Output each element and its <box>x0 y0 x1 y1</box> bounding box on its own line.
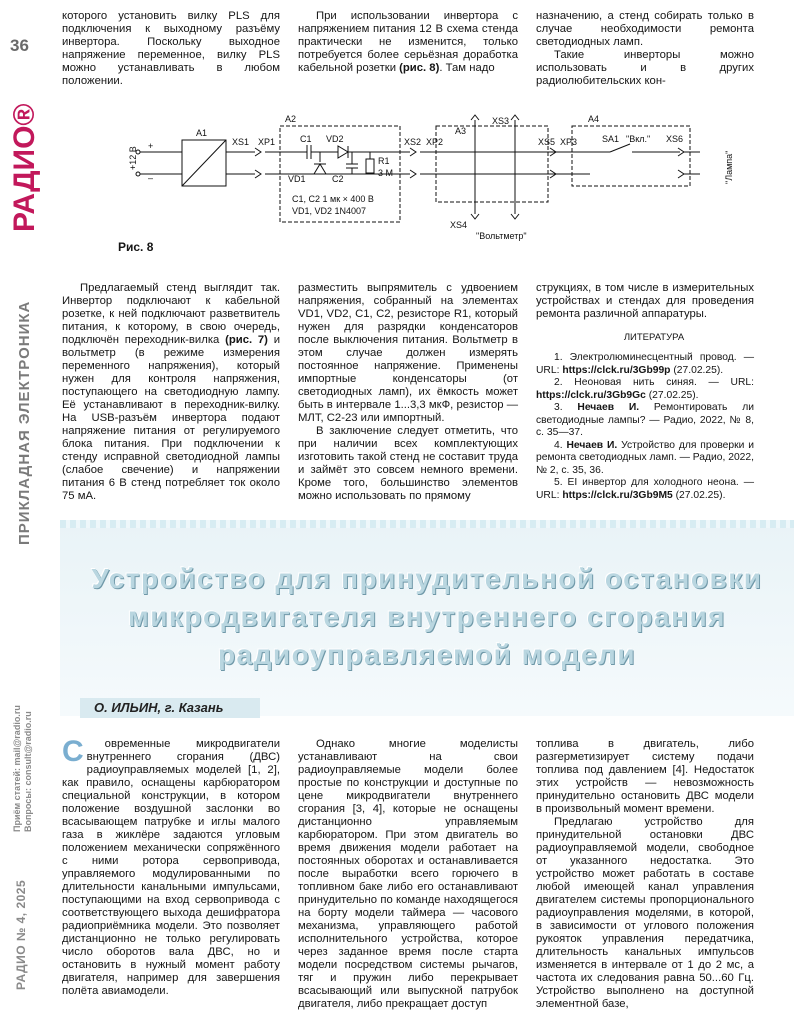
paragraph <box>62 282 280 503</box>
text: и вольтметр (в режиме измерения переменного напряжения), который нужен для контроля напряжения, поступающего на светодиодную лампу. Её устанавливают в переходник-вилку. На USB-разъём инвертора подают напряжение питания от регулируемого блока питания. При подключении к стенду исправной светодиодной лампы (слабое свечение) и напряжении питания 6 В стенд потребляет ток около 75 мА. <box>62 334 281 502</box>
paragraph <box>298 10 518 75</box>
contacts-questions: Вопросы: consult@radio.ru <box>23 711 33 832</box>
text: Предлагаемый стенд выглядит так. Инвертор подключают к кабельной розетке, к ней подключают разветвитель питания, к которому, в свою очередь, подключён переходник-вилка <box>62 282 280 346</box>
label-vd2: VD2 <box>326 134 344 144</box>
text: При использовании инвертора с напряжением питания 12 В схема стенда практически не изменится, только потребуется более серьёзная доработка кабельной розетки <box>298 10 518 74</box>
contacts <box>12 705 34 832</box>
paragraph <box>62 735 280 998</box>
ref-text: Устройство для проверки и ремонта светодиодных ламп. — Радио, 2022, № 2, с. 35, 36. <box>536 439 754 476</box>
contacts-articles: Приём статей: mail@radio.ru <box>12 705 22 832</box>
mid-column-3 <box>536 282 754 502</box>
label-xs4: XS4 <box>450 220 468 230</box>
ref-bold: Нечаев И. <box>566 439 618 451</box>
page-number: 36 <box>10 36 29 55</box>
ref-text: 3. <box>554 402 578 413</box>
label-xs3: XS3 <box>492 116 510 126</box>
label-a2: A2 <box>285 114 297 124</box>
label-diode-note: VD1, VD2 1N4007 <box>292 206 367 216</box>
mid-column-1 <box>62 282 280 503</box>
section-label: ПРИКЛАДНАЯ ЭЛЕКТРОНИКА <box>16 300 33 545</box>
label-r1: R1 <box>378 156 390 166</box>
mid-column-2 <box>298 282 518 503</box>
label-xp2: XP2 <box>426 137 444 147</box>
reference-item <box>536 352 754 377</box>
paragraph: назначению, а стенд собирать только в случае необходимости ремонта светодиодных ламп. <box>536 10 754 48</box>
label-xs1: XS1 <box>232 137 250 147</box>
paragraph: Однако многие моделисты устанавливают на свои радиоуправляемые модели более простые по конструкции и доступные по цене микродвигатели внутреннего сгорания [3, 4], которые не оснащены дистанционно управляемым карбюратором. При этом двигатель во время движения модели работает на постоянных оборотах и останавливается после выработки всего горючего в топливном баке либо его останавливают принудительно по команде находящегося на борту модели таймера — часового механизма, управляющего работой исполнительного устройства, которое через заданное время после старта модели посредством системы рычагов, тяг и пружин либо перекрывает всасывающий или выпускной патрубок двигателя, либо прекращает доступ <box>298 738 518 1010</box>
ref-bold: https://clck.ru/3Gb99p <box>562 364 671 376</box>
label-xp3: XP3 <box>560 137 578 147</box>
ref-text: 4. <box>554 439 567 451</box>
article-column-2 <box>298 738 518 1011</box>
reference-item <box>536 477 754 502</box>
figure-ref: (рис. 7) <box>225 334 268 346</box>
label-vd1: VD1 <box>288 174 306 184</box>
label-xs6: XS6 <box>666 134 684 144</box>
paragraph: разместить выпрямитель с удвоением напряжения, собранный на элементах VD1, VD2, C1, C2, резисторе R1, который нужен для разрядки конденсаторов после выключения питания. Вольтметр в этом случае должен измерять постоянное напряжение. Применены импортные конденсаторы (от светодиодных ламп), их ёмкость может быть в интервале 1...3,3 мкФ, резистор — МЛТ, С2-23 или импортный. <box>298 282 518 424</box>
label-c1: C1 <box>300 134 312 144</box>
top-column-1 <box>62 10 280 88</box>
paragraph: Предлагаю устройство для принудительной остановки ДВС радиоуправляемой модели, свободное от указанного недостатка. Это устройство может работать в составе любой имеющей канал управления двигателем системы пропорционального радиоуправления моделями, в которой, в зависимости от углового положения рукояток управления передатчика, длительность канальных импульсов изменяется в интервале от 1 до 2 мс, а частота их следования равна 50...60 Гц. Устройство выполнено на доступной элементной базе, <box>536 816 754 1010</box>
paragraph: В заключение следует отметить, что при наличии всех комплектующих изготовить такой стенд не составит труда и займёт это совсем немного времени. Кроме того, большинство элементов можно использовать по прямому <box>298 425 518 502</box>
drop-cap: С <box>62 735 84 768</box>
circuit-diagram <box>120 112 734 252</box>
sidebar <box>0 0 55 1035</box>
reference-item <box>536 440 754 478</box>
text: . Там надо <box>439 62 495 74</box>
label-plus: + <box>148 141 154 151</box>
label-a3: A3 <box>455 126 467 136</box>
article-title <box>60 560 794 674</box>
ref-bold: https://clck.ru/3Gb9M5 <box>562 489 673 501</box>
label-xp1: XP1 <box>258 137 276 147</box>
label-voltmeter: "Вольтметр" <box>476 231 527 241</box>
label-supply: +12 В <box>128 146 138 170</box>
figure-caption: Рис. 8 <box>118 240 154 254</box>
title-line-1: Устройство для принудительной остановки <box>91 563 763 594</box>
paragraph: топлива в двигатель, либо разгерметизирует систему подачи топлива под давлением [4]. Недостаток этих устройств — невозможность принудительно остановить ДВС модели в произвольный момент времени. <box>536 738 754 815</box>
author: О. ИЛЬИН, г. Казань <box>80 698 260 718</box>
label-sa1: SA1 <box>602 134 620 144</box>
title-line-3: радиоуправляемой модели <box>217 639 637 670</box>
ref-text: 5. EI инвертор для холодного неона. — URL: <box>536 477 754 501</box>
ref-bold: https://clck.ru/3Gb9Gc <box>536 389 646 401</box>
paragraph: струкциях, в том числе в измерительных устройствах и стендах для проведения ремонта различной аппаратуры. <box>536 282 754 320</box>
issue-label: РАДИО № 4, 2025 <box>14 879 28 990</box>
top-column-3 <box>536 10 754 88</box>
figure-ref: (рис. 8) <box>399 62 440 74</box>
label-a1: A1 <box>196 128 208 138</box>
label-c2: C2 <box>332 174 344 184</box>
label-r1-value: 3 М <box>378 168 394 178</box>
reference-list <box>536 352 754 502</box>
ref-text: 1. Электролюминесцентный провод. — URL: <box>536 352 754 376</box>
ref-text: (27.02.25). <box>672 489 726 501</box>
label-lamp: "Лампа" <box>724 150 734 184</box>
ref-bold: Нечаев И. <box>577 402 640 413</box>
paragraph: Такие инверторы можно использовать и в других радиолюбительских кон- <box>536 49 754 87</box>
ref-text: Ремонтировать ли светодиодные лампы? — Радио, 2022, № 8, с. 35—37. <box>536 402 754 438</box>
radio-logo-text: РАДИО® <box>8 103 41 232</box>
radio-logo <box>4 84 44 234</box>
article-column-3 <box>536 738 754 1011</box>
article-column-1 <box>62 735 280 998</box>
ref-text: 2. Неоновая нить синяя. — URL: <box>554 377 754 388</box>
title-band-stripe <box>60 520 794 528</box>
text: овременные микродвигатели внутреннего сгорания (ДВС) радиоуправляемых моделей [1, 2], как правило, оснащены карбюратором специальной конструкции, в котором положение воздушной заслонки во всасывающем патрубке и иглы малого газа в жиклёре задаются угловым положением механически сопряжённого с ними ротора сервопривода, управляемого модулированными по длительности канальными импульсами, поступающими на вход сервопривода с соответствующего выхода дешифратора радиоприёмника модели. Это позволяет дистанционно не только регулировать число оборотов вала ДВС, но и остановить в нужный момент работу двигателя, например для завершения полёта авиамодели. <box>62 738 280 997</box>
label-vkl: "Вкл." <box>626 134 651 144</box>
ref-text: (27.02.25). <box>670 364 724 376</box>
ref-text: (27.02.25). <box>645 389 699 401</box>
title-line-2: микродвигателя внутреннего сгорания <box>127 601 726 632</box>
label-xs2: XS2 <box>404 137 422 147</box>
label-cap-note: C1, C2 1 мк × 400 В <box>292 194 374 204</box>
label-a4: A4 <box>588 114 600 124</box>
reference-item <box>536 377 754 402</box>
paragraph: которого установить вилку PLS для подключения к выходному разъёму инвертора. Поскольку выходное напряжение переменное, вилку PLS можно устанавливать в любом положении. <box>62 10 280 87</box>
reference-item <box>536 402 754 440</box>
label-minus: – <box>148 173 154 183</box>
literature-title: ЛИТЕРАТУРА <box>623 332 685 343</box>
top-column-2 <box>298 10 518 75</box>
label-xs5: XS5 <box>538 137 556 147</box>
